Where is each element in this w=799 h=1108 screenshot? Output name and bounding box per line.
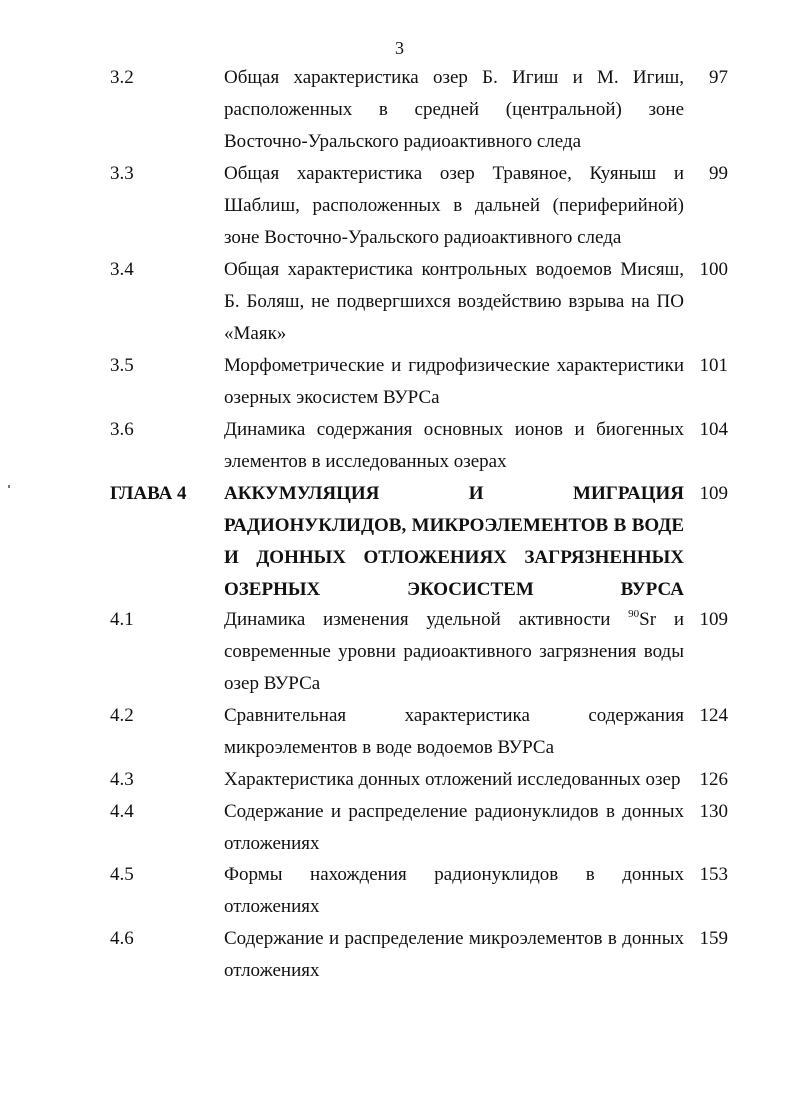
isotope-mass-number: 90 [628,608,640,620]
section-number: 4.2 [110,705,134,726]
section-title: Морфометрические и гидрофизические характеристики озерных экосистем ВУРСа [224,355,684,408]
section-page: 97 [709,67,728,88]
title-text: Динамика изменения удельной активности [224,609,629,630]
section-number: 3.3 [110,163,134,184]
section-number: 4.4 [110,801,134,822]
scan-speck [8,485,10,488]
section-page: 109 [699,609,728,630]
section-number: 4.3 [110,769,134,790]
section-title [224,604,684,700]
section-title: Характеристика донных отложений исследованных озер [224,769,681,790]
section-number: 4.5 [110,864,134,885]
section-page: 101 [699,355,728,376]
section-title: Динамика содержания основных ионов и биогенных элементов в исследованных озерах [224,419,684,472]
section-number: 3.5 [110,355,134,376]
section-number: 4.1 [110,609,134,630]
section-page: 124 [699,705,728,726]
section-number: 3.6 [110,419,134,440]
section-number: 3.2 [110,67,134,88]
page-number: 3 [395,38,404,58]
section-page: 99 [709,163,728,184]
section-page: 126 [699,769,728,790]
chapter-title: АККУМУЛЯЦИЯ И МИГРАЦИЯ РАДИОНУКЛИДОВ, МИКРОЭЛЕМЕНТОВ В ВОДЕ И ДОННЫХ ОТЛОЖЕНИЯХ ЗАГРЯЗНЕННЫХ ОЗЕРНЫХ ЭКОСИСТЕМ ВУРСА [224,483,684,600]
section-title: Общая характеристика озер Травяное, Куяныш и Шаблиш, расположенных в дальней (периферийной) зоне Восточно-Уральского радиоактивного следа [224,163,684,248]
section-title: Содержание и распределение микроэлементов в донных отложениях [224,928,684,981]
section-number: 4.6 [110,928,134,949]
section-title: Общая характеристика озер Б. Игиш и М. Игиш, расположенных в средней (центральной) зоне Восточно-Уральского радиоактивного следа [224,67,684,152]
section-title: Формы нахождения радионуклидов в донных отложениях [224,864,684,917]
section-page: 104 [699,419,728,440]
section-title: Сравнительная характеристика содержания микроэлементов в воде водоемов ВУРСа [224,705,684,758]
section-title: Общая характеристика контрольных водоемов Мисяш, Б. Боляш, не подвергшихся воздействию взрыва на ПО «Маяк» [224,259,684,344]
section-number: 3.4 [110,259,134,280]
chapter-page: 109 [699,483,728,504]
section-page: 130 [699,801,728,822]
section-page: 153 [699,864,728,885]
section-page: 100 [699,259,728,280]
chapter-number: ГЛАВА 4 [110,483,187,504]
section-title: Содержание и распределение радионуклидов в донных отложениях [224,801,684,854]
section-page: 159 [699,928,728,949]
title-text: Sr и современные уровни радиоактивного загрязнения воды озер ВУРСа [224,609,684,694]
